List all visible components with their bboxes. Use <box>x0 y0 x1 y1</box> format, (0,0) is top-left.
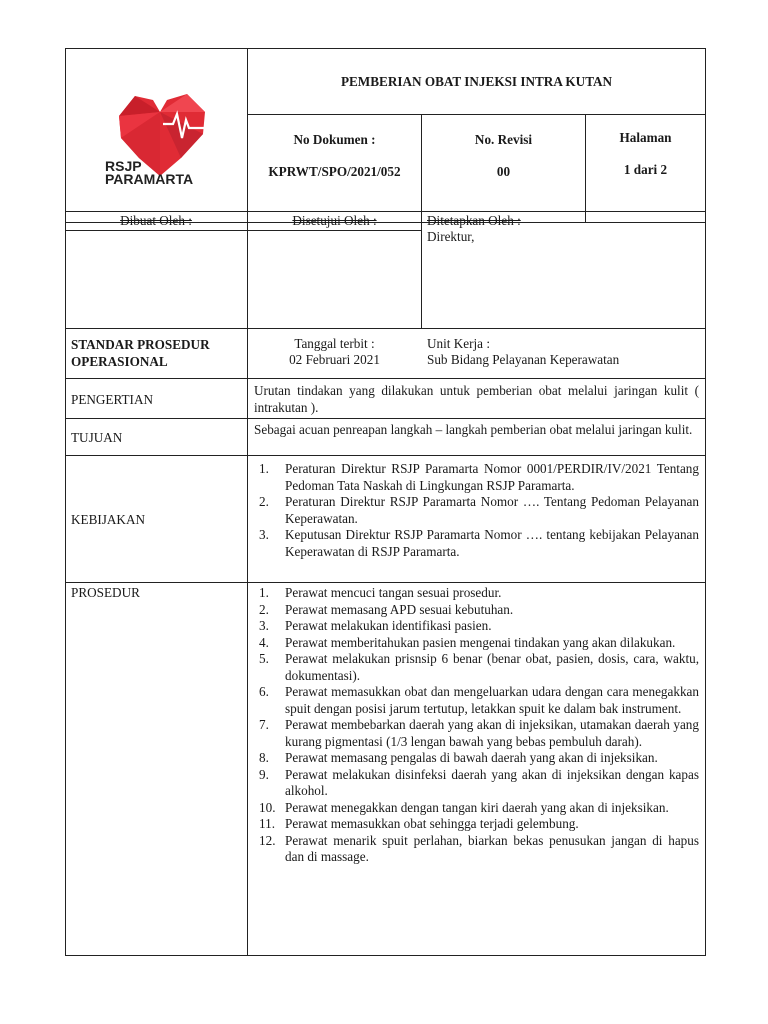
divider-prosedur-top <box>65 582 706 583</box>
spo-label-line1: STANDAR PROSEDUR <box>71 337 210 352</box>
divider-kebijakan-top <box>65 455 706 456</box>
list-item: 1. Peraturan Direktur RSJP Paramarta Nomor 0001/PERDIR/IV/2021 Tentang Pedoman Tata Naskah di Lingkungan RSJP Paramarta. <box>259 461 699 493</box>
approved-by-label: Disetujui Oleh : <box>292 213 377 228</box>
divider-title <box>247 114 706 115</box>
list-item: 2. Perawat memasang APD sesuai kebutuhan. <box>259 601 514 617</box>
pengertian-label: PENGERTIAN <box>71 392 153 407</box>
kebijakan-list <box>251 461 699 560</box>
logo-text-line1: RSJP <box>105 158 142 174</box>
list-item: 9. Perawat melakukan disinfeksi daerah yang akan di injeksikan dengan kapas alkohol. <box>259 766 699 798</box>
divider-pengertian-top <box>65 378 706 379</box>
border-bottom <box>65 955 706 956</box>
prosedur-list <box>251 585 699 866</box>
list-item: 1. Perawat mencuci tangan sesuai prosedur. <box>259 585 502 600</box>
list-item: 11. Perawat memasukkan obat sehingga terjadi gelembung. <box>259 816 579 831</box>
list-item: 3. Perawat melakukan identifikasi pasien. <box>259 618 492 633</box>
pengertian-text: Urutan tindakan yang dilakukan untuk pemberian obat melalui jaringan kulit ( intrakutan ). <box>254 383 699 415</box>
page-label: Halaman <box>619 130 672 145</box>
divider-body-col <box>247 328 248 956</box>
doc-number-value: KPRWT/SPO/2021/052 <box>268 164 401 179</box>
prosedur-label: PROSEDUR <box>71 585 140 600</box>
unit-label: Unit Kerja : <box>427 336 490 351</box>
list-item: 2. Peraturan Direktur RSJP Paramarta Nomor …. Tentang Pedoman Pelayanan Keperawatan. <box>259 494 699 526</box>
logo-text-line2: PARAMARTA <box>105 171 194 187</box>
list-item: 4. Perawat memberitahukan pasien mengenai tindakan yang akan dilakukan. <box>259 634 676 650</box>
list-item: 10. Perawat menegakkan dengan tangan kiri daerah yang akan di injeksikan. <box>259 799 669 815</box>
list-item: 5. Perawat melakukan prisnsip 6 benar (benar obat, pasien, dosis, cara, waktu, dokumentasi). <box>259 651 699 683</box>
list-item: 3. Keputusan Direktur RSJP Paramarta Nomor …. tentang kebijakan Pelayanan Keperawatan di RSJP Paramarta. <box>259 527 699 559</box>
set-by-name: Direktur, <box>427 229 475 244</box>
kebijakan-label: KEBIJAKAN <box>71 512 145 527</box>
revision-value: 00 <box>496 164 511 179</box>
document-title: PEMBERIAN OBAT INJEKSI INTRA KUTAN <box>340 74 613 89</box>
list-item: 7. Perawat membebarkan daerah yang akan di injeksikan, utamakan daerah yang kurang pigmentasi (1/3 lengan bawah yang bebas pembuluh darah). <box>259 717 699 749</box>
divider-spo-top <box>65 328 706 329</box>
tujuan-text: Sebagai acuan penreapan langkah – langkah pemberian obat melalui jaringan kulit. <box>254 422 693 437</box>
divider-tujuan-top <box>65 418 706 419</box>
spo-label-line2: OPERASIONAL <box>71 354 168 369</box>
issue-date-value: 02 Februari 2021 <box>289 352 380 367</box>
unit-value: Sub Bidang Pelayanan Keperawatan <box>427 352 620 367</box>
border-top <box>65 48 706 49</box>
divider-approval <box>65 230 421 231</box>
page-value: 1 dari 2 <box>623 162 668 177</box>
issue-date-label: Tanggal terbit : <box>294 336 375 351</box>
border-right <box>705 48 706 956</box>
list-item: 8. Perawat memasang pengalas di bawah daerah yang akan di injeksikan. <box>259 750 658 765</box>
list-item: 12. Perawat menarik spuit perlahan, biarkan bekas penusukan jangan di hapus dan di massage. <box>259 832 699 864</box>
set-by-label: Ditetapkan Oleh : <box>427 213 521 228</box>
doc-number-label: No Dokumen : <box>293 132 376 147</box>
divider-header-bottom-a <box>65 211 706 212</box>
border-left <box>65 48 66 956</box>
revision-label: No. Revisi <box>474 132 533 147</box>
spo-document <box>65 48 706 956</box>
made-by-label: Dibuat Oleh : <box>120 213 192 228</box>
tujuan-label: TUJUAN <box>71 430 123 445</box>
list-item: 6. Perawat memasukkan obat dan mengeluarkan udara dengan cara menegakkan spuit dengan posisi jarum tertutup, letakkan spuit ke dalam bak instrument. <box>259 684 699 716</box>
